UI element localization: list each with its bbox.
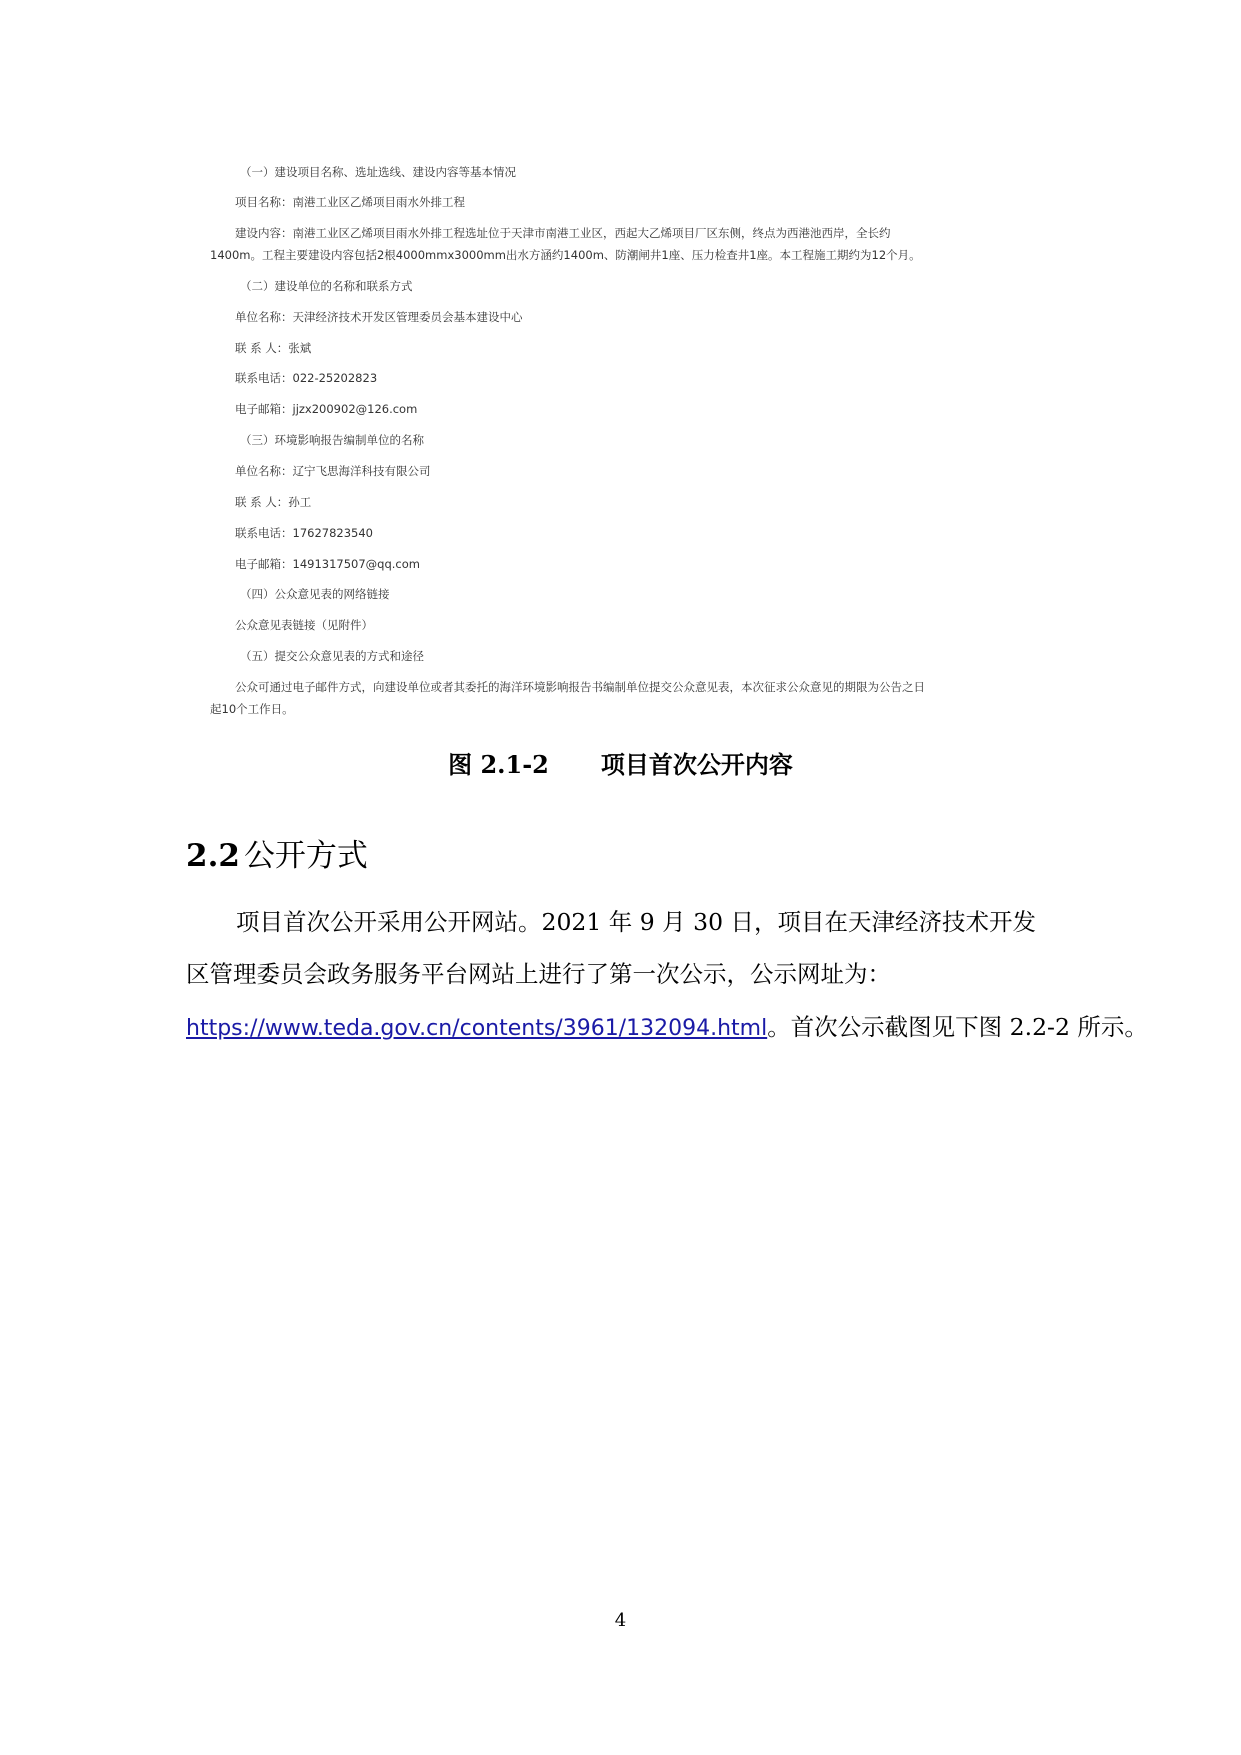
figure-caption xyxy=(0,745,1241,780)
builder-email: 电子邮箱：jjzx200902@126.com xyxy=(235,402,418,416)
section-number: 2.2 xyxy=(186,838,240,874)
construction-content-line: 建设内容：南港工业区乙烯项目雨水外排工程选址位于天津市南港工业区，西起大乙烯项目厂区东侧，终点为西港池西岸，全长约 xyxy=(235,226,891,240)
announcement-heading-3: （三）环境影响报告编制单位的名称 xyxy=(240,433,424,447)
section-title: 公开方式 xyxy=(243,838,368,874)
figure-title: 项目首次公开内容 xyxy=(600,750,793,779)
report-contact-phone: 联系电话：17627823540 xyxy=(235,526,373,540)
report-contact-person: 联 系 人：孙工 xyxy=(235,495,312,509)
announcement-heading-5: （五）提交公众意见表的方式和途径 xyxy=(240,649,424,663)
body-paragraph-line-3 xyxy=(186,1008,1148,1042)
opinion-form-link-text: 公众意见表链接（见附件） xyxy=(235,618,373,632)
project-name-line: 项目名称：南港工业区乙烯项目雨水外排工程 xyxy=(235,195,465,209)
report-unit-name: 单位名称：辽宁飞思海洋科技有限公司 xyxy=(235,464,431,478)
submission-method-line-cont: 起10个工作日。 xyxy=(210,702,294,716)
construction-content-line-cont: 1400m。工程主要建设内容包括2根4000mmx3000mm出水方涵约1400m、防潮闸井1座、压力检查井1座。本工程施工期约为12个月。 xyxy=(210,248,921,262)
announcement-heading-1: （一）建设项目名称、选址选线、建设内容等基本情况 xyxy=(240,165,516,179)
report-email: 电子邮箱：1491317507@qq.com xyxy=(235,557,420,571)
figure-number: 图 2.1-2 xyxy=(448,750,549,779)
announcement-heading-2: （二）建设单位的名称和联系方式 xyxy=(240,279,413,293)
section-heading xyxy=(186,830,368,875)
builder-contact-person: 联 系 人：张斌 xyxy=(235,341,312,355)
body-paragraph-line-3-tail: 。首次公示截图见下图 2.2-2 所示。 xyxy=(767,1013,1148,1041)
submission-method-line: 公众可通过电子邮件方式，向建设单位或者其委托的海洋环境影响报告书编制单位提交公众意见表，本次征求公众意见的期限为公告之日 xyxy=(235,680,925,694)
page-number: 4 xyxy=(614,1610,627,1631)
body-paragraph-line-2: 区管理委员会政务服务平台网站上进行了第一次公示，公示网址为： xyxy=(186,960,891,988)
announcement-heading-4: （四）公众意见表的网络链接 xyxy=(240,587,390,601)
announcement-url-link[interactable]: https://www.teda.gov.cn/contents/3961/132094.html xyxy=(186,1016,768,1041)
builder-contact-phone: 联系电话：022-25202823 xyxy=(235,371,378,385)
body-paragraph-line-1: 项目首次公开采用公开网站。2021 年 9 月 30 日，项目在天津经济技术开发 xyxy=(236,908,1037,936)
builder-unit-name: 单位名称：天津经济技术开发区管理委员会基本建设中心 xyxy=(235,310,523,324)
